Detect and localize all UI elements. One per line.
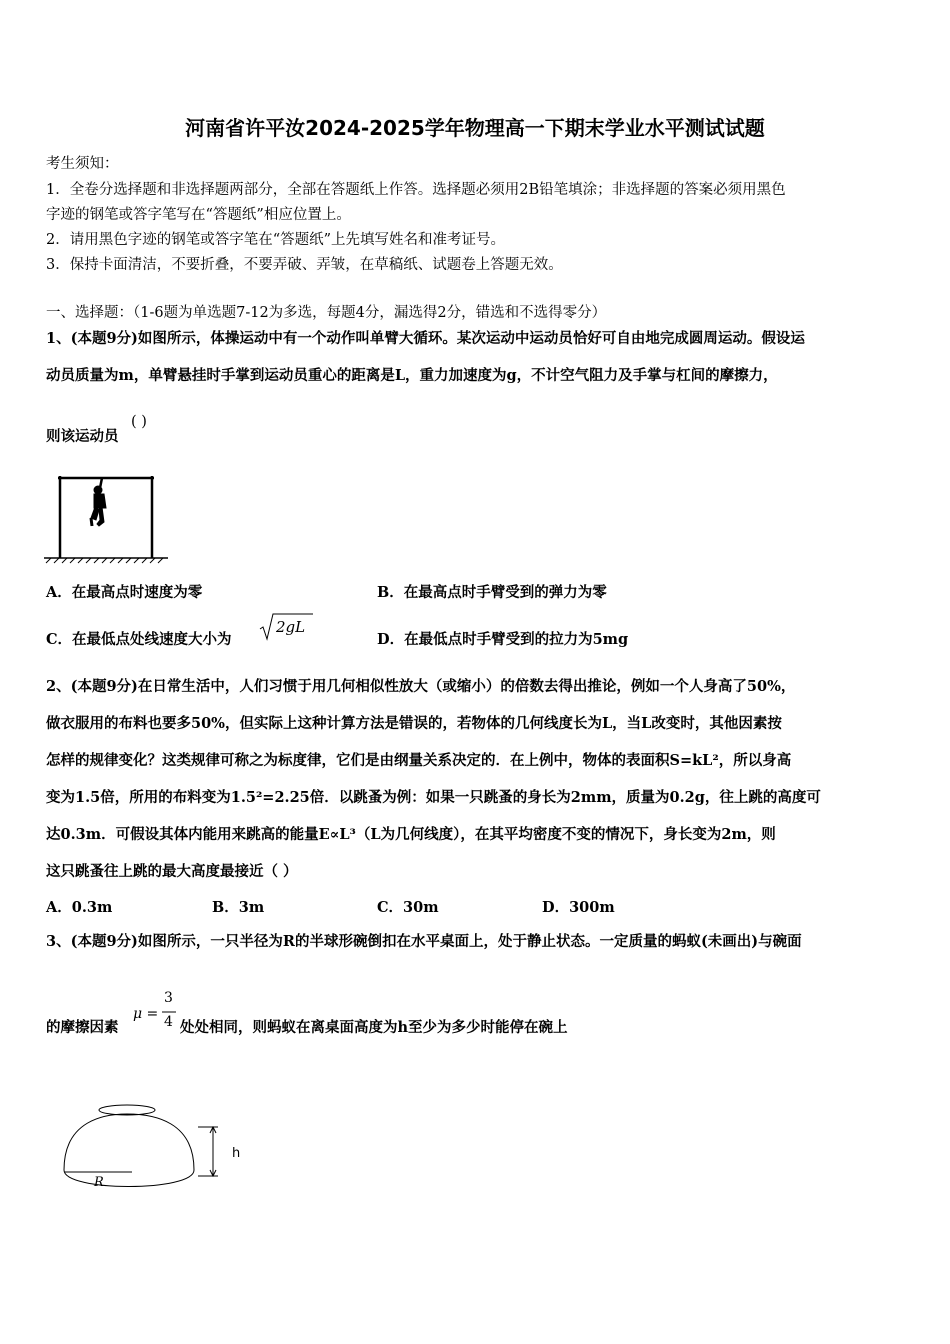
question-2-text: 2、(本题9分)在日常生活中，人们习惯于用几何相似性放大（或缩小）的倍数去得出推论，例如一个人身高了50%， — [46, 678, 796, 695]
option-c-math: 2gL — [276, 618, 306, 636]
mu-symbol: μ = — [133, 1006, 159, 1022]
page-title: 河南省许平汝2024-2025学年物理高一下期末学业水平测试试题 — [185, 116, 765, 140]
height-label: h — [232, 1146, 241, 1161]
fraction-bar — [162, 1011, 176, 1013]
answer-paren: ( ) — [131, 414, 147, 430]
question-1-text: 动员质量为m，单臂悬挂时手掌到运动员重心的距离是L，重力加速度为g，不计空气阻力及手掌与杠间的摩擦力， — [46, 367, 778, 384]
option-b: B．3m — [212, 899, 265, 916]
notice-item: 1．全卷分选择题和非选择题两部分，全部在答题纸上作答。选择题必须用2B铅笔填涂；非选择题的答案必须用黑色 — [46, 182, 786, 198]
question-3-text: 处处相同，则蚂蚁在离桌面高度为h至少为多少时能停在碗上 — [180, 1019, 568, 1036]
option-b: B．在最高点时手臂受到的弹力为零 — [377, 584, 607, 601]
notice-item: 2．请用黑色字迹的钢笔或答字笔在“答题纸”上先填写姓名和准考证号。 — [46, 232, 506, 248]
question-2-text: 达0.3m．可假设其体内能用来跳高的能量E∝L³（L为几何线度），在其平均密度不变的情况下，身长变为2m，则 — [46, 826, 776, 843]
option-a: A．0.3m — [46, 899, 113, 916]
hemisphere-bowl-figure — [60, 1100, 250, 1194]
question-1-text: 1、(本题9分)如图所示，体操运动中有一个动作叫单臂大循环。某次运动中运动员恰好可自由地完成圆周运动。假设运 — [46, 330, 805, 347]
horizontal-bar-figure — [44, 470, 170, 564]
option-d: D．在最低点时手臂受到的拉力为5mg — [377, 631, 629, 648]
option-c: C．在最低点处线速度大小为 — [46, 631, 232, 648]
option-d: D．300m — [542, 899, 615, 916]
question-3-text: 3、(本题9分)如图所示，一只半径为R的半球形碗倒扣在水平桌面上，处于静止状态。一定质量的蚂蚁(未画出)与碗面 — [46, 933, 802, 950]
question-2-text: 这只跳蚤往上跳的最大高度最接近（ ） — [46, 863, 298, 880]
option-a: A．在最高点时速度为零 — [46, 584, 203, 601]
fraction-denominator: 4 — [164, 1014, 173, 1030]
gymnast-icon — [91, 478, 106, 526]
notice-item: 字迹的钢笔或答字笔写在“答题纸”相应位置上。 — [46, 207, 351, 223]
fraction-numerator: 3 — [164, 990, 173, 1006]
radius-label: R — [94, 1175, 104, 1190]
section-heading: 一、选择题：（1-6题为单选题7-12为多选，每题4分，漏选得2分，错选和不选得零分） — [46, 305, 607, 321]
question-3-text: 的摩擦因素 — [46, 1019, 119, 1036]
notice-heading: 考生须知： — [46, 156, 119, 172]
question-2-text: 变为1.5倍，所用的布料变为1.5²=2.25倍．以跳蚤为例：如果一只跳蚤的身长为2mm，质量为0.2g，往上跳的高度可 — [46, 789, 821, 806]
option-c: C．30m — [377, 899, 439, 916]
notice-item: 3．保持卡面清洁，不要折叠，不要弄破、弄皱，在草稿纸、试题卷上答题无效。 — [46, 257, 563, 273]
question-1-text: 则该运动员 — [46, 428, 119, 445]
question-2-text: 怎样的规律变化？这类规律可称之为标度律，它们是由纲量关系决定的．在上例中，物体的表面积S=kL²，所以身高 — [46, 752, 792, 769]
question-2-text: 做衣服用的布料也要多50%，但实际上这种计算方法是错误的，若物体的几何线度长为L，当L改变时，其他因素按 — [46, 715, 782, 732]
